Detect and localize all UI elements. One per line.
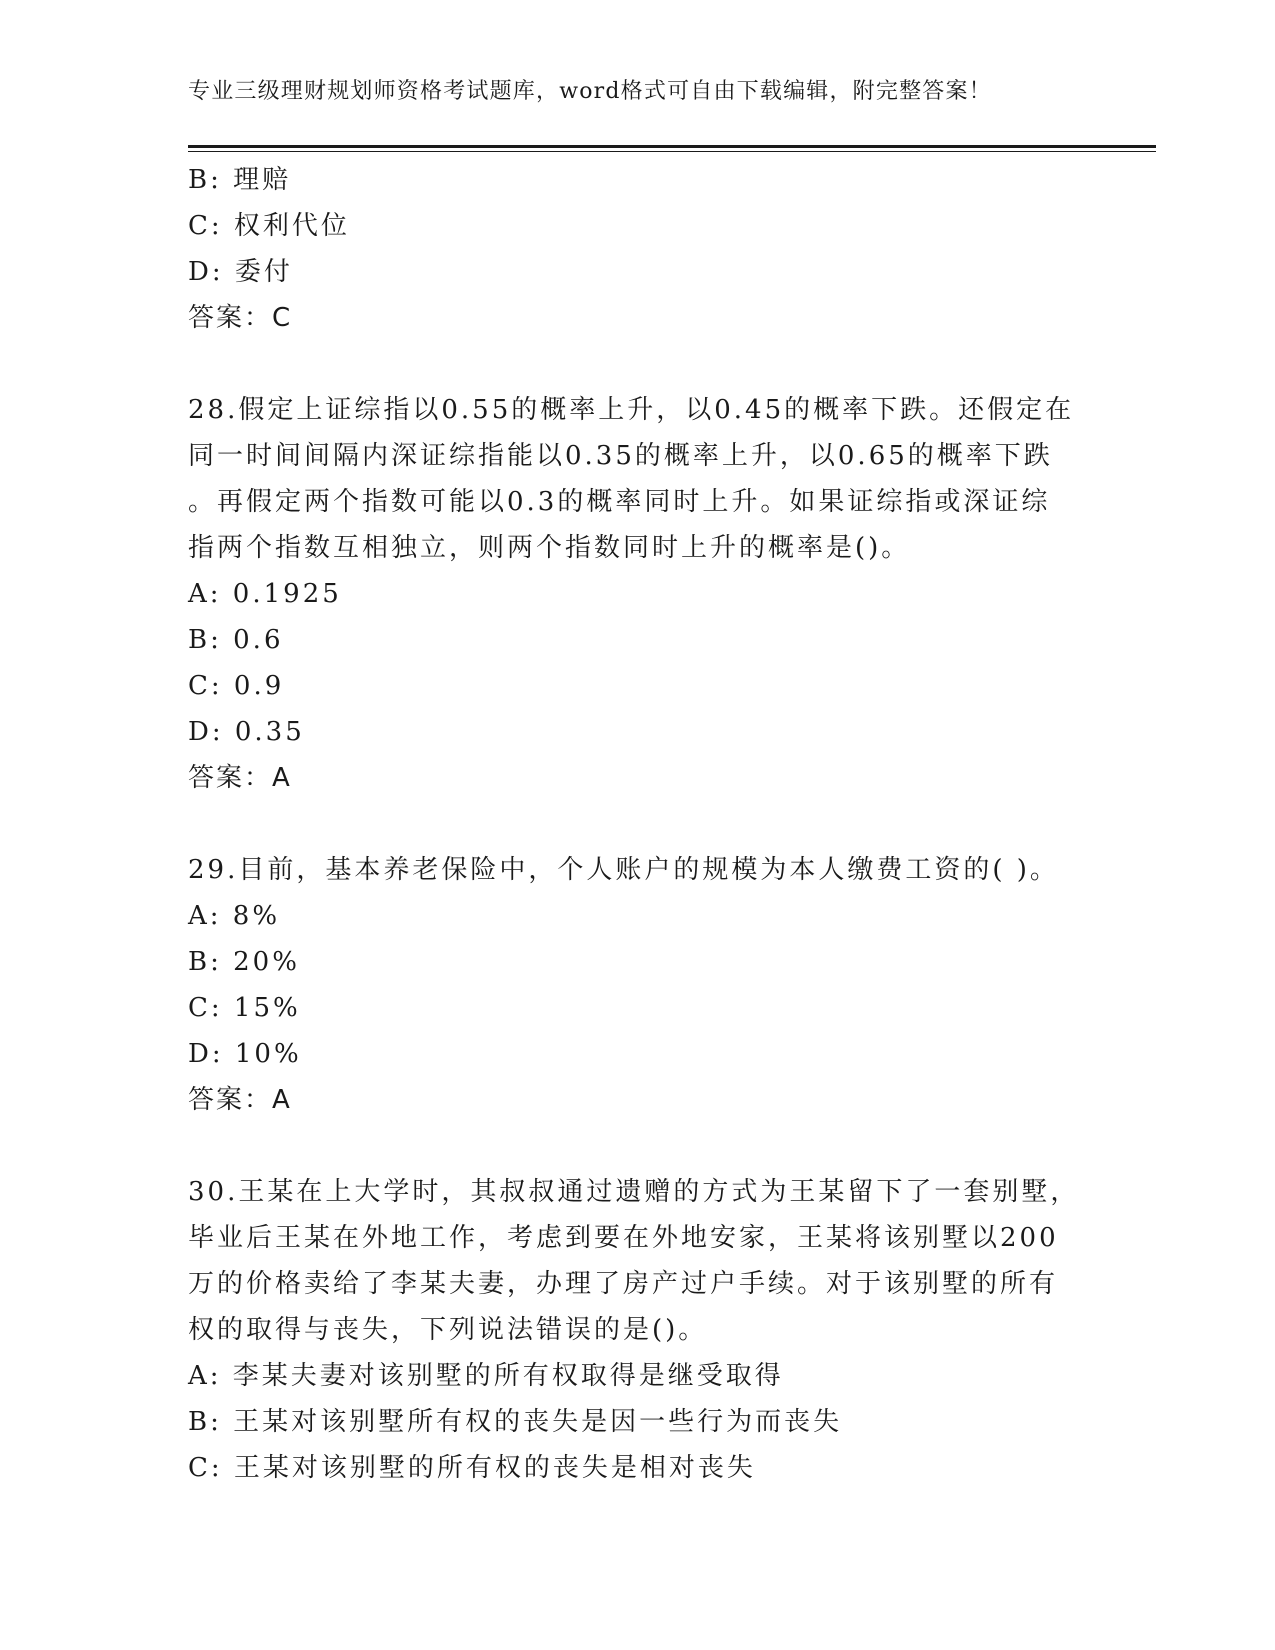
q30-option-a: A: 李某夫妻对该别墅的所有权取得是继受取得 — [188, 1361, 784, 1391]
q29-option-a: A: 8% — [188, 901, 281, 931]
q30-stem-line-4: 权的取得与丧失，下列说法错误的是()。 — [188, 1315, 708, 1345]
page-header: 专业三级理财规划师资格考试题库，word格式可自由下载编辑，附完整答案！ — [188, 79, 992, 104]
q27-option-b: B: 理赔 — [188, 165, 292, 195]
q27-answer: 答案：C — [188, 303, 293, 333]
q28-answer: 答案：A — [188, 763, 292, 793]
q29-option-c: C: 15% — [188, 993, 301, 1023]
q29-option-b: B: 20% — [188, 947, 300, 977]
question-content — [188, 157, 1088, 1491]
q27-option-d: D: 委付 — [188, 257, 293, 287]
header-rule-thick — [188, 145, 1156, 148]
q29-stem-line-1: 29.目前，基本养老保险中，个人账户的规模为本人缴费工资的( )。 — [188, 855, 1059, 885]
spacer — [188, 341, 1088, 387]
q27-option-c: C: 权利代位 — [188, 211, 350, 241]
header-rule-thin — [188, 151, 1156, 152]
q30-stem-line-1: 30.王某在上大学时，其叔叔通过遗赠的方式为王某留下了一套别墅， — [188, 1177, 1080, 1207]
spacer — [188, 801, 1088, 847]
q28-stem-line-2: 同一时间间隔内深证综指能以0.35的概率上升，以0.65的概率下跌 — [188, 441, 1053, 471]
spacer — [188, 1123, 1088, 1169]
q29-answer: 答案：A — [188, 1085, 292, 1115]
q30-stem-line-3: 万的价格卖给了李某夫妻，办理了房产过户手续。对于该别墅的所有 — [188, 1269, 1059, 1299]
q28-stem-line-1: 28.假定上证综指以0.55的概率上升，以0.45的概率下跌。还假定在 — [188, 395, 1075, 425]
q30-option-b: B: 王某对该别墅所有权的丧失是因一些行为而丧失 — [188, 1407, 843, 1437]
q30-option-c: C: 王某对该别墅的所有权的丧失是相对丧失 — [188, 1453, 756, 1483]
q29-option-d: D: 10% — [188, 1039, 302, 1069]
q28-option-a: A: 0.1925 — [188, 579, 342, 609]
q30-stem-line-2: 毕业后王某在外地工作，考虑到要在外地安家，王某将该别墅以200 — [188, 1223, 1059, 1253]
q28-option-c: C: 0.9 — [188, 671, 285, 701]
q28-stem-line-4: 指两个指数互相独立，则两个指数同时上升的概率是()。 — [188, 533, 911, 563]
q28-stem-line-3: 。再假定两个指数可能以0.3的概率同时上升。如果证综指或深证综 — [188, 487, 1051, 517]
q28-option-b: B: 0.6 — [188, 625, 284, 655]
q28-option-d: D: 0.35 — [188, 717, 305, 747]
